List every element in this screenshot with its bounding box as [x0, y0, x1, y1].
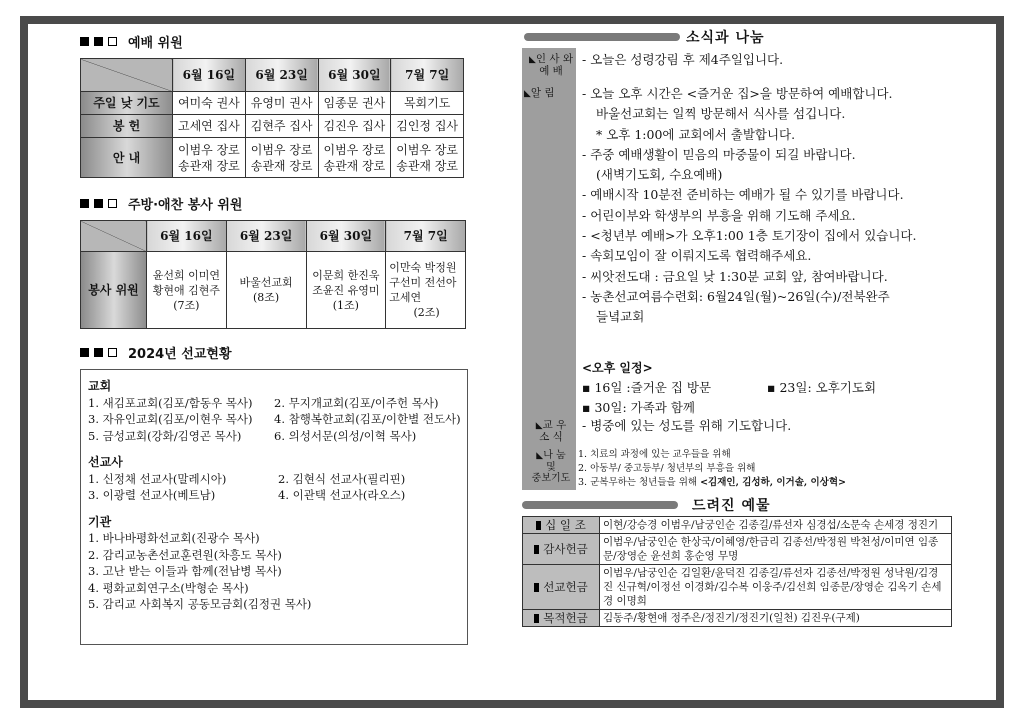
list-item: 1. 신정채 선교사(말레시아) 2. 김현식 선교사(필리핀) — [88, 471, 406, 486]
list-item: 1. 치료의 과정에 있는 교우들을 위해 — [578, 449, 731, 460]
triangle-icon: ◣ — [536, 451, 544, 461]
list-item: - 주중 예배생활이 믿음의 마중물이 되길 바랍니다. — [582, 146, 856, 162]
offerings-table — [522, 516, 952, 627]
offering-names: 이범우/남궁인순 한상국/이혜영/한금리 김종선/박정원 박천성/이미연 임종문/장영순 윤선희 홍순영 무명 — [600, 534, 952, 565]
greeting-label: ◣인 사 와 예 배 — [528, 53, 574, 77]
roster-cell: 이범우 장로 송관재 장로 — [391, 138, 464, 178]
member-news-label: ◣교 우 소 식 — [535, 419, 567, 443]
list-item: - 오늘 오후 시간은 <즐거운 집>을 방문하여 예배합니다. — [582, 86, 893, 101]
table-corner — [81, 59, 173, 92]
triangle-icon: ◣ — [524, 89, 531, 99]
volunteer-cell: 윤선희 이미연 황현애 김현주 (7조) — [147, 252, 227, 329]
date-header: 6월 16일 — [147, 221, 227, 252]
date-header: 6월 23일 — [226, 221, 306, 252]
square-icon — [94, 199, 103, 208]
table-row — [523, 610, 952, 627]
list-item: 3. 자유인교회(김포/이현우 목사) 4. 참행복한교회(김포/이한별 전도사) — [88, 412, 461, 426]
row-label: 안 내 — [81, 138, 173, 178]
table-row — [523, 565, 952, 610]
triangle-icon: ◣ — [535, 421, 543, 431]
prayer-label: ◣나 눔 및 중보기도 — [531, 450, 571, 484]
table-row — [523, 517, 952, 534]
list-item: 1. 새김포교회(김포/함동우 목사) 2. 무지개교회(김포/이주헌 목사) — [88, 395, 439, 410]
left-column — [80, 30, 470, 645]
square-icon — [80, 199, 89, 208]
date-header: 6월 30일 — [306, 221, 386, 252]
heading-bar — [524, 33, 680, 41]
roster-cell: 이범우 장로 송관재 장로 — [318, 138, 391, 178]
offering-label: 감사헌금 — [523, 534, 600, 565]
list-item: - 씨앗전도대 : 금요일 낮 1:30분 교회 앞, 참여바랍니다. — [582, 268, 888, 284]
offering-names: 이현/강승경 이범우/남궁인순 김종길/류선자 심경섭/소문숙 손세경 정진기 — [600, 517, 952, 534]
volunteer-cell: 이문희 한진욱 조윤진 유영미 (1조) — [306, 252, 386, 329]
mission-category: 기관 — [88, 514, 112, 529]
section-title: 예배 위원 — [128, 35, 183, 51]
list-item: 5. 금성교회(강화/김영곤 목사) 6. 의성서문(의성/이혁 목사) — [88, 428, 417, 443]
square-icon — [80, 348, 89, 357]
date-header: 7월 7일 — [386, 221, 466, 252]
right-column — [522, 28, 950, 627]
kitchen-committee-heading — [80, 192, 470, 214]
roster-cell: 김진우 집사 — [318, 115, 391, 138]
worship-committee-heading — [80, 30, 470, 52]
mission-category: 교회 — [88, 379, 112, 393]
roster-cell: 고세연 집사 — [173, 115, 246, 138]
section-title: 소식과 나눔 — [686, 30, 765, 46]
list-item: 3. 이광렬 선교사(베트남) 4. 이관택 선교사(라오스) — [88, 488, 406, 502]
list-item: 2. 감리교농촌선교훈련원(차흥도 목사) — [88, 547, 282, 562]
bullet-icon: ▪ — [767, 380, 776, 395]
bullet-icon: ▪ — [582, 380, 591, 395]
list-item: 4. 평화교회연구소(박형순 목사) — [88, 580, 249, 595]
greeting-text: - 오늘은 성령강림 후 제4주일입니다. — [582, 52, 784, 67]
offering-label: 십 일 조 — [523, 517, 600, 534]
date-header: 6월 16일 — [173, 59, 246, 92]
volunteer-cell: 바울선교회 (8조) — [226, 252, 306, 329]
offering-names: 이범우/남궁인순 김일환/윤덕진 김종길/류선자 김종선/박정원 성낙원/김경진 신규혁/이정선 이경화/김수복 이웅주/김선희 임종문/장영순 김옥기 손세경 이명희 — [600, 565, 952, 610]
bullet-icon: ▪ — [582, 400, 591, 415]
offerings-heading — [522, 496, 950, 514]
row-label: 봉 헌 — [81, 115, 173, 138]
mission-box — [80, 369, 468, 645]
list-item: 1. 바나바평화선교회(진광수 목사) — [88, 531, 260, 545]
roster-cell: 유영미 권사 — [245, 92, 318, 115]
list-item: 2. 아동부/ 중고등부/ 청년부의 부흥을 위해 — [578, 463, 756, 474]
list-item: 5. 감리교 사회복지 공동모금회(김정권 목사) — [88, 597, 312, 611]
notice-list — [582, 84, 916, 328]
kitchen-committee-table — [80, 220, 466, 329]
roster-cell: 이범우 장로 송관재 장로 — [245, 138, 318, 178]
schedule-title: <오후 일정> — [582, 361, 653, 375]
section-title: 주방·애찬 봉사 위원 — [128, 197, 243, 213]
date-header: 6월 23일 — [245, 59, 318, 92]
list-item: - 농촌선교여름수련회: 6월24일(월)~26일(수)/전북완주 — [582, 288, 890, 304]
date-header: 7월 7일 — [391, 59, 464, 92]
date-header: 6월 30일 — [318, 59, 391, 92]
schedule-row: ▪ 30일: 가족과 함께 — [582, 400, 695, 415]
square-icon — [80, 37, 89, 46]
square-icon — [94, 348, 103, 357]
list-item: - 어린이부와 학생부의 부흥을 위해 기도해 주세요. — [582, 207, 856, 223]
table-corner — [81, 221, 147, 252]
notice-label: ◣알 림 — [524, 87, 555, 99]
section-title: 2024년 선교현황 — [128, 346, 232, 362]
square-outline-icon — [108, 199, 117, 208]
square-icon — [94, 37, 103, 46]
news-panel — [522, 48, 950, 490]
offering-names: 김동주/황현애 정주은/정진기/정진기(일천) 김진우(구제) — [600, 610, 952, 627]
table-row — [523, 534, 952, 565]
list-item: (새벽기도회, 수요예배) — [596, 167, 723, 183]
roster-cell: 여미숙 권사 — [173, 92, 246, 115]
member-news-text: - 병중에 있는 성도를 위해 기도합니다. — [582, 418, 792, 433]
square-outline-icon — [108, 37, 117, 46]
mission-category: 선교사 — [88, 455, 123, 469]
roster-cell: 김현주 집사 — [245, 115, 318, 138]
offering-label: 선교헌금 — [523, 565, 600, 610]
schedule-row: ▪ 16일 :즐거운 집 방문 ▪ 23일: 오후기도회 — [582, 380, 877, 395]
heading-bar — [522, 501, 678, 509]
list-item: - 속회모임이 잘 이뤄지도록 협력해주세요. — [582, 248, 812, 264]
roster-cell: 김인정 집사 — [391, 115, 464, 138]
worship-committee-table — [80, 58, 464, 178]
section-title: 드려진 예물 — [692, 498, 771, 514]
mission-heading — [80, 341, 470, 363]
square-outline-icon — [108, 348, 117, 357]
list-item: 3. 군복무하는 청년들을 위해 <김재인, 김성하, 이거솔, 이상혁> — [578, 477, 846, 488]
roster-cell: 목회기도 — [391, 92, 464, 115]
volunteer-cell: 이만숙 박정원 구선미 전선아 고세연 (2조) — [386, 252, 466, 329]
list-item: 3. 고난 받는 이들과 함께(전남병 목사) — [88, 564, 282, 578]
offering-label: 목적헌금 — [523, 610, 600, 627]
list-item: 들녘교회 — [596, 309, 645, 325]
prayer-list — [578, 448, 846, 490]
roster-cell: 임종문 권사 — [318, 92, 391, 115]
list-item: * 오후 1:00에 교회에서 출발합니다. — [596, 126, 796, 142]
row-label: 봉사 위원 — [81, 252, 147, 329]
row-label: 주일 낮 기도 — [81, 92, 173, 115]
roster-cell: 이범우 장로 송관재 장로 — [173, 138, 246, 178]
triangle-icon: ◣ — [528, 55, 536, 65]
list-item: - 예배시작 10분전 준비하는 예배가 될 수 있기를 바랍니다. — [582, 187, 904, 203]
news-heading — [524, 28, 950, 46]
list-item: 바울선교회는 일찍 방문해서 식사를 섬깁니다. — [596, 106, 846, 122]
list-item: - <청년부 예배>가 오후1:00 1층 토기장이 집에서 있습니다. — [582, 228, 917, 244]
